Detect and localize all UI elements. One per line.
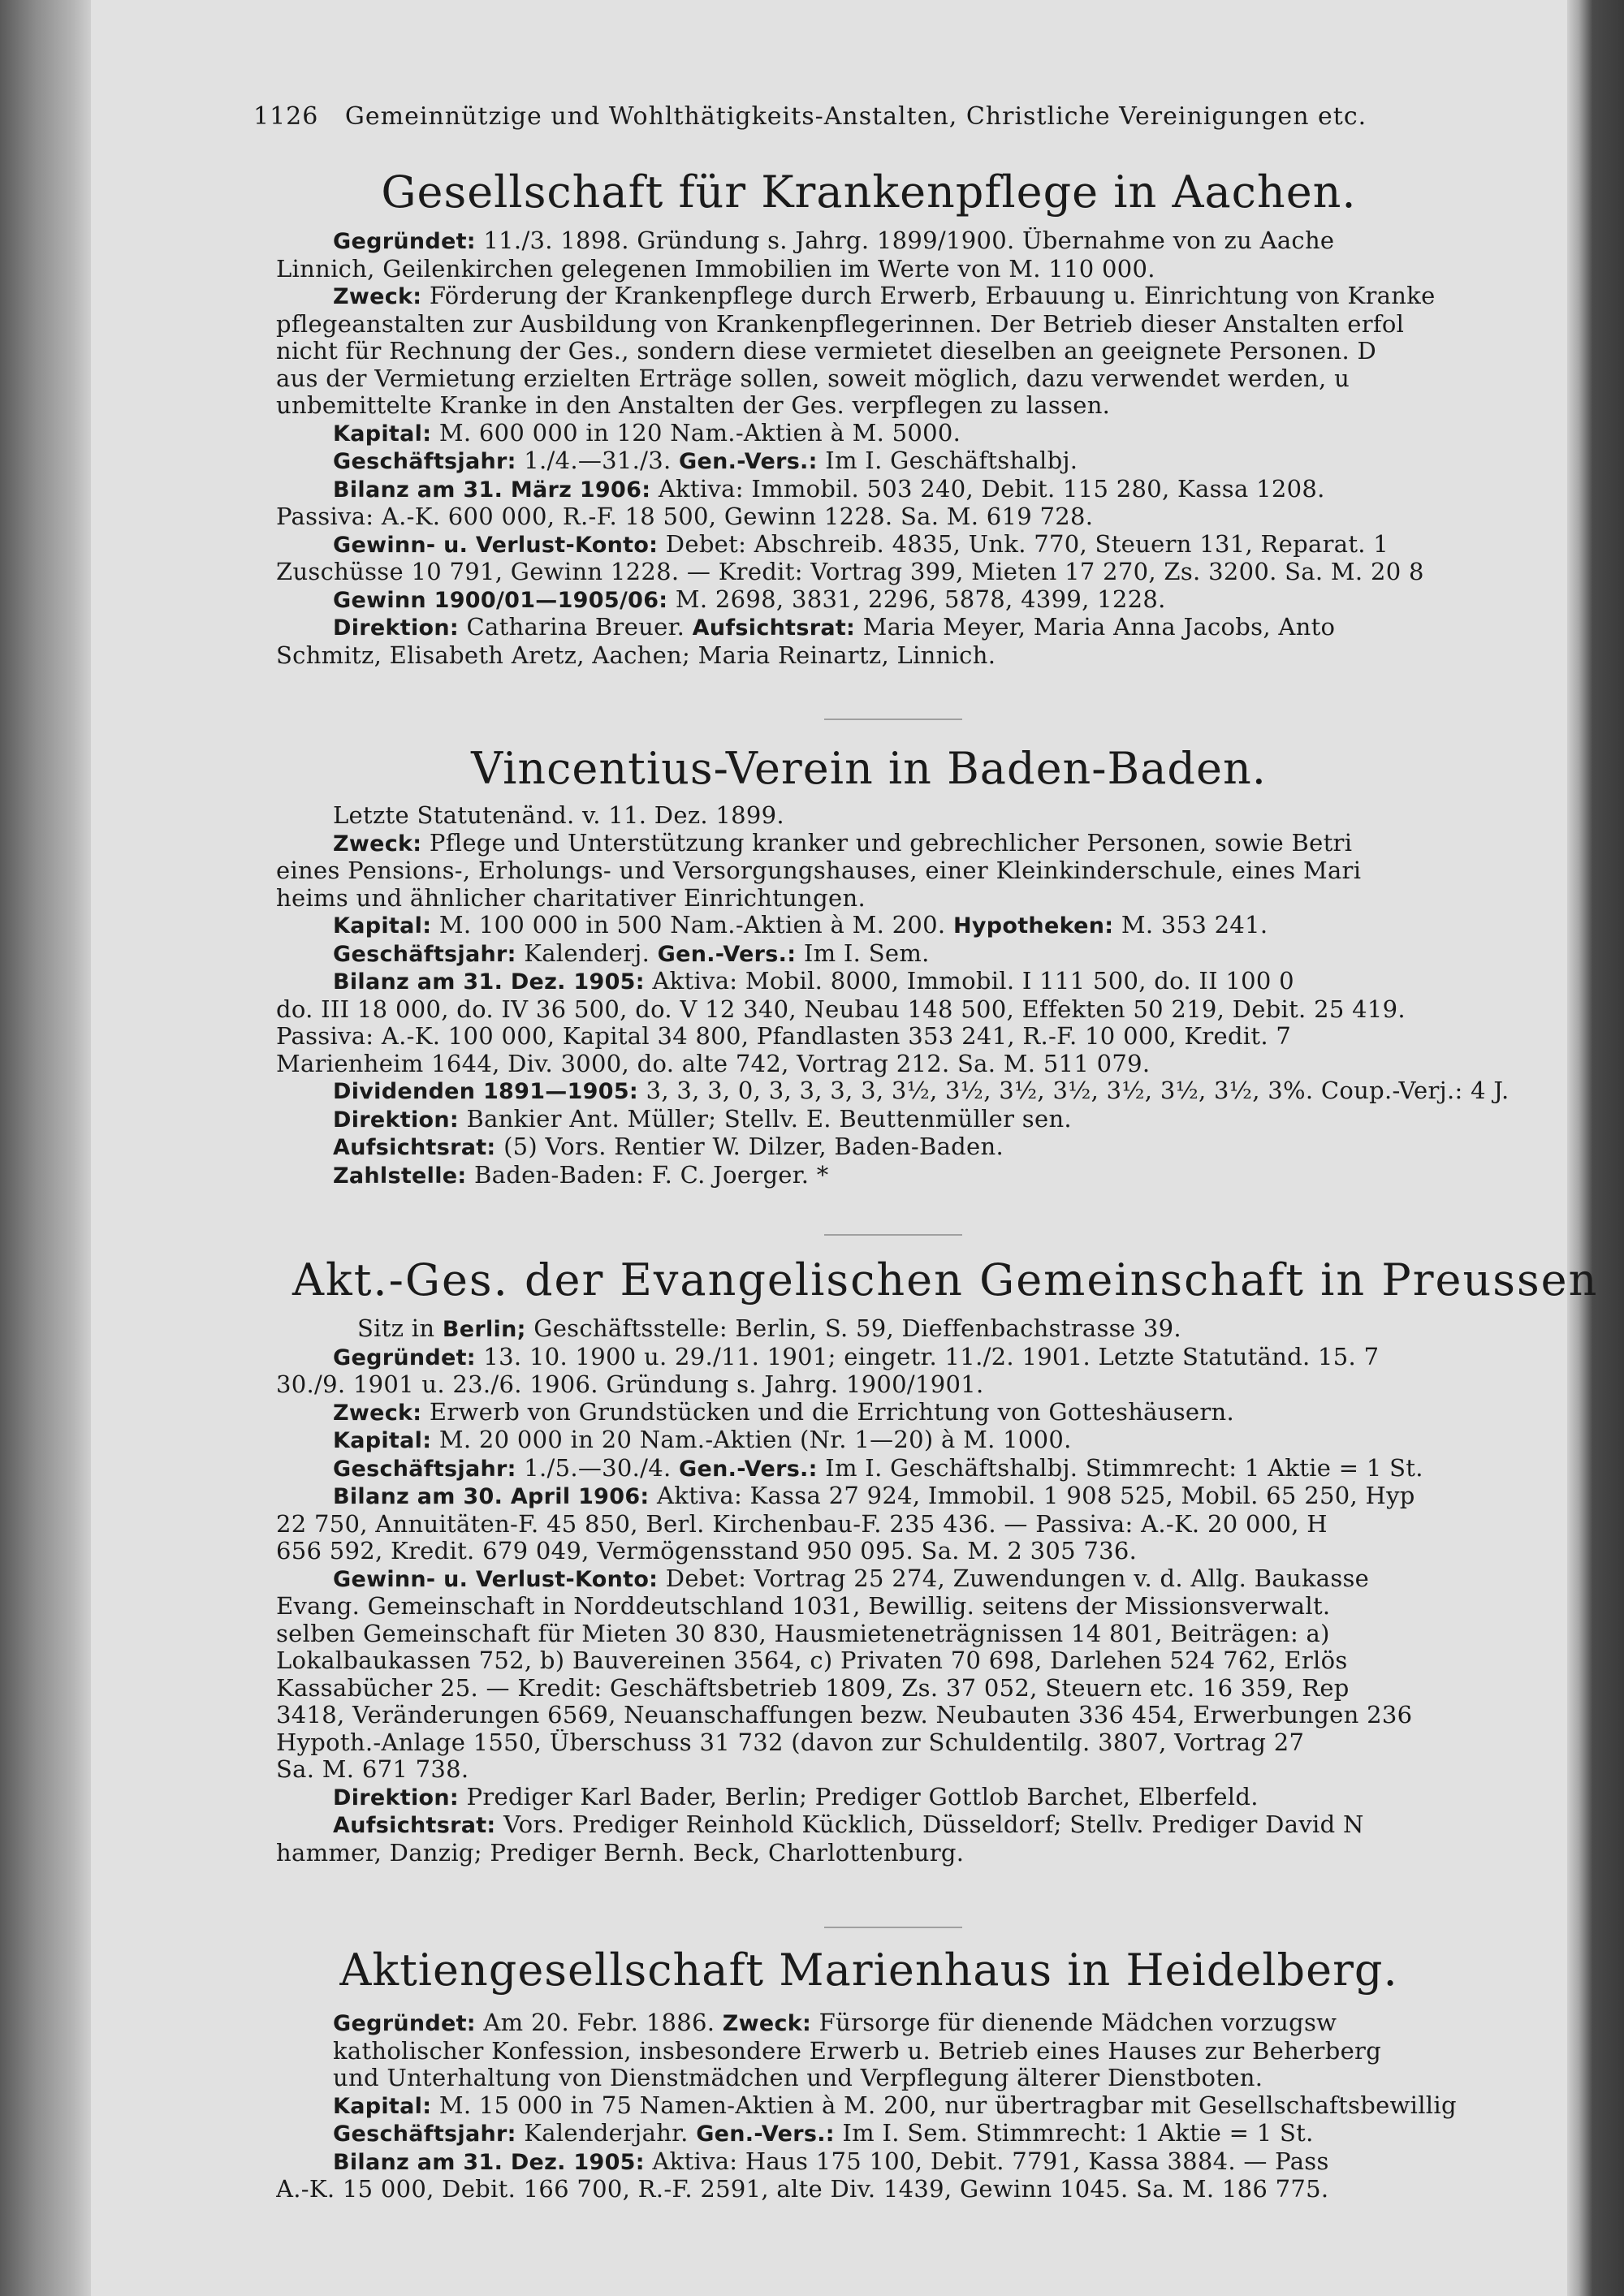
text-line [276, 392, 1527, 420]
field-text: pflegeanstalten zur Ausbildung von Krankenpflegerinnen. Der Betrieb dieser Anstalten erfol [276, 310, 1405, 338]
field-text: 13. 10. 1900 u. 29./11. 1901; eingetr. 11./2. 1901. Letzte Statutänd. 15. 7 [475, 1343, 1380, 1370]
field-text: Linnich, Geilenkirchen gelegenen Immobilien im Werte von M. 110 000. [276, 255, 1155, 283]
field-text: 1./4.—31./3. [516, 447, 680, 474]
field-text: M. 100 000 in 500 Nam.-Aktien à M. 200. [431, 912, 953, 939]
field-label: Zweck: [722, 2011, 812, 2036]
text-line [276, 1162, 1527, 1190]
field-label: Geschäftsjahr: [333, 449, 516, 474]
field-text: 1./5.—30./4. [516, 1454, 680, 1482]
field-label: Gewinn- u. Verlust-Konto: [333, 532, 659, 558]
field-label: Berlin; [442, 1317, 526, 1342]
text-line [276, 996, 1527, 1024]
field-text: Passiva: A.-K. 100 000, Kapital 34 800, Pfandlasten 353 241, R.-F. 10 000, Kredit. 7 [276, 1023, 1292, 1050]
text-line [276, 940, 1527, 969]
text-line [276, 1133, 1527, 1162]
field-text: eines Pensions-, Erholungs- und Versorgungshauses, einer Kleinkinderschule, eines Mari [276, 857, 1362, 884]
text-line [276, 586, 1527, 615]
field-label: Geschäftsjahr: [333, 941, 516, 967]
text-line [276, 802, 1527, 830]
text-line [276, 1840, 1527, 1867]
field-text: und Unterhaltung von Dienstmädchen und Verpflegung älterer Dienstboten. [333, 2065, 1263, 2091]
field-label: Direktion: [333, 615, 459, 641]
field-text: aus der Vermietung erzielten Erträge sollen, soweit möglich, dazu verwendet werden, u [276, 365, 1350, 392]
field-label: Kapital: [333, 2093, 432, 2119]
section-title: Aktiengesellschaft Marienhaus in Heidelberg. [339, 1944, 1398, 1996]
field-label: Geschäftsjahr: [333, 1456, 516, 1482]
text-line [276, 2120, 1527, 2148]
text-line [276, 1511, 1527, 1539]
text-line [276, 365, 1527, 393]
text-line [276, 2009, 1527, 2038]
field-label: Zweck: [333, 831, 422, 857]
field-label: Bilanz am 31. Dez. 1905: [333, 969, 645, 995]
field-text: Aktiva: Kassa 27 924, Immobil. 1 908 525, Mobil. 65 250, Hyp [649, 1482, 1415, 1509]
text-line [276, 968, 1527, 996]
field-text: 3, 3, 3, 0, 3, 3, 3, 3, 3½, 3½, 3½, 3½, 3½, 3½, 3½, 3%. Coup.-Verj.: 4 J. [638, 1077, 1510, 1104]
text-line [276, 1729, 1527, 1757]
field-text: Evang. Gemeinschaft in Norddeutschland 1031, Bewillig. seitens der Missionsverwalt. [276, 1593, 1331, 1620]
scan-shadow-left [0, 0, 91, 2296]
page-number: 1126 [253, 102, 319, 131]
field-text: 22 750, Annuitäten-F. 45 850, Berl. Kirchenbau-F. 235 436. — Passiva: A.-K. 20 000, H [276, 1510, 1328, 1538]
field-text: Maria Meyer, Maria Anna Jacobs, Anto [855, 614, 1336, 641]
field-text: Aktiva: Immobil. 503 240, Debit. 115 280, Kassa 1208. [650, 475, 1325, 503]
field-text: Aktiva: Mobil. 8000, Immobil. I 111 500, do. II 100 0 [644, 968, 1294, 995]
text-line [276, 614, 1527, 642]
field-text: Im I. Geschäftshalbj. Stimmrecht: 1 Aktie = 1 St. [817, 1454, 1423, 1482]
text-line [276, 857, 1527, 885]
field-text: nicht für Rechnung der Ges., sondern diese vermietet dieselben an geeignete Personen. D [276, 338, 1377, 365]
field-label: Gen.-Vers.: [679, 449, 818, 474]
field-text: heims und ähnlicher charitativer Einrichtungen. [276, 884, 866, 912]
text-line [276, 1565, 1527, 1594]
field-text: Passiva: A.-K. 600 000, R.-F. 18 500, Gewinn 1228. Sa. M. 619 728. [276, 503, 1094, 530]
text-line [276, 2148, 1527, 2177]
text-line [276, 912, 1527, 940]
field-text: A.-K. 15 000, Debit. 166 700, R.-F. 2591, alte Div. 1439, Gewinn 1045. Sa. M. 186 775. [276, 2176, 1329, 2203]
field-text: Bankier Ant. Müller; Stellv. E. Beuttenmüller sen. [458, 1105, 1072, 1133]
text-line [276, 256, 1527, 283]
text-line [276, 420, 1527, 448]
field-text: Am 20. Febr. 1886. [475, 2009, 723, 2036]
field-text: Hypoth.-Anlage 1550, Überschuss 31 732 (davon zur Schuldentilg. 3807, Vortrag 27 [276, 1728, 1305, 1756]
field-text: M. 353 241. [1113, 912, 1268, 939]
text-line [276, 1675, 1527, 1703]
field-label: Gen.-Vers.: [696, 2121, 835, 2147]
field-label: Aufsichtsrat: [692, 615, 856, 641]
text-line [276, 1315, 1527, 1344]
section-title: Akt.-Ges. der Evangelischen Gemeinschaft in Preussen [292, 1254, 1599, 1306]
field-text: Marienheim 1644, Div. 3000, do. alte 742, Vortrag 212. Sa. M. 511 079. [276, 1050, 1151, 1077]
text-line [276, 642, 1527, 670]
text-line [276, 1702, 1527, 1729]
field-label: Bilanz am 31. März 1906: [333, 477, 651, 503]
text-line [276, 1077, 1527, 1106]
text-line [276, 1482, 1527, 1511]
field-label: Gegründet: [333, 229, 476, 254]
field-text: Kalenderj. [516, 939, 658, 967]
field-text: Catharina Breuer. [458, 614, 693, 641]
field-text: Im I. Sem. [796, 939, 930, 967]
field-text: Erwerb von Grundstücken und die Errichtung von Gotteshäusern. [421, 1398, 1235, 1426]
section-body [276, 1315, 1527, 1867]
field-text: 656 592, Kredit. 679 049, Vermögensstand 950 095. Sa. M. 2 305 736. [276, 1538, 1138, 1564]
text-line [276, 1538, 1527, 1565]
field-text: 3418, Veränderungen 6569, Neuanschaffungen bezw. Neubauten 336 454, Erwerbungen 236 [276, 1702, 1413, 1728]
field-label: Aufsichtsrat: [333, 1813, 496, 1838]
text-line [276, 227, 1527, 256]
field-label: Kapital: [333, 421, 432, 447]
field-label: Aufsichtsrat: [333, 1135, 496, 1160]
text-line [276, 1784, 1527, 1812]
field-text: Baden-Baden: F. C. Joerger. * [466, 1161, 829, 1189]
field-text: M. 15 000 in 75 Namen-Aktien à M. 200, nur übertragbar mit Gesellschaftsbewillig [431, 2091, 1457, 2119]
field-label: Bilanz am 30. April 1906: [333, 1484, 650, 1509]
text-line [276, 476, 1527, 504]
field-label: Gen.-Vers.: [657, 941, 797, 967]
text-line [276, 2038, 1527, 2065]
field-text: 30./9. 1901 u. 23./6. 1906. Gründung s. Jahrg. 1900/1901. [276, 1371, 984, 1398]
text-line [276, 1106, 1527, 1134]
field-text: hammer, Danzig; Prediger Bernh. Beck, Charlottenburg. [276, 1839, 965, 1867]
text-line [276, 1051, 1527, 1078]
field-text: M. 20 000 in 20 Nam.-Aktien (Nr. 1—20) à M. 1000. [431, 1426, 1072, 1453]
field-label: Bilanz am 31. Dez. 1905: [333, 2149, 645, 2175]
field-text: M. 2698, 3831, 2296, 5878, 4399, 1228. [667, 585, 1166, 613]
field-label: Kapital: [333, 913, 432, 939]
field-label: Zweck: [333, 1400, 422, 1426]
field-text: 11./3. 1898. Gründung s. Jahrg. 1899/1900. Übernahme von zu Aache [475, 227, 1335, 254]
field-label: Direktion: [333, 1107, 459, 1133]
field-text: Letzte Statutenänd. v. 11. Dez. 1899. [333, 802, 784, 829]
text-line [276, 2176, 1527, 2203]
field-text: Im I. Sem. Stimmrecht: 1 Aktie = 1 St. [834, 2120, 1314, 2147]
section-divider [824, 1234, 962, 1236]
field-text: Aktiva: Haus 175 100, Debit. 7791, Kassa 3884. — Pass [644, 2147, 1329, 2175]
running-header [253, 102, 1569, 131]
field-text: Pflege und Unterstützung kranker und gebrechlicher Personen, sowie Betri [421, 829, 1353, 857]
field-text: Kalenderjahr. [516, 2120, 697, 2147]
text-line [276, 559, 1527, 586]
field-text: Debet: Abschreib. 4835, Unk. 770, Steuern 131, Reparat. 1 [658, 530, 1389, 558]
field-text: do. III 18 000, do. IV 36 500, do. V 12 340, Neubau 148 500, Effekten 50 219, Debit. 25 419. [276, 995, 1406, 1023]
text-line [276, 1621, 1527, 1648]
field-text: Schmitz, Elisabeth Aretz, Aachen; Maria Reinartz, Linnich. [276, 641, 996, 669]
field-text: katholischer Konfession, insbesondere Erwerb u. Betrieb eines Hauses zur Beherberg [333, 2037, 1382, 2065]
text-line [276, 1371, 1527, 1399]
text-line [276, 1023, 1527, 1051]
field-text: selben Gemeinschaft für Mieten 30 830, Hausmieteneträgnissen 14 801, Beiträgen: a) [276, 1620, 1330, 1647]
text-line [276, 1455, 1527, 1483]
field-label: Gegründet: [333, 1344, 476, 1370]
field-label: Hypotheken: [952, 913, 1114, 939]
field-text: unbemittelte Kranke in den Anstalten der Ges. verpflegen zu lassen. [276, 392, 1111, 419]
section-divider [824, 1927, 962, 1928]
text-line [276, 311, 1527, 339]
field-label: Gewinn- u. Verlust-Konto: [333, 1566, 659, 1592]
field-label: Geschäftsjahr: [333, 2121, 516, 2147]
field-label: Dividenden 1891—1905: [333, 1079, 639, 1104]
field-text: M. 600 000 in 120 Nam.-Aktien à M. 5000. [431, 419, 961, 447]
text-line [276, 2065, 1527, 2092]
text-line [276, 531, 1527, 559]
text-line [276, 338, 1527, 365]
text-line [276, 1399, 1527, 1427]
field-text: Sa. M. 671 738. [276, 1756, 469, 1783]
field-text: Fürsorge für dienende Mädchen vorzugsw [811, 2009, 1337, 2036]
running-title: Gemeinnützige und Wohlthätigkeits-Anstalten, Christliche Vereinigungen etc. [344, 102, 1367, 131]
field-label: Kapital: [333, 1428, 432, 1453]
field-label: Gewinn 1900/01—1905/06: [333, 587, 668, 613]
text-line [276, 830, 1527, 858]
text-line [276, 1756, 1527, 1784]
field-text: Im I. Geschäftshalbj. [817, 447, 1078, 474]
text-line [276, 1647, 1527, 1675]
text-line [276, 447, 1527, 476]
section-title: Gesellschaft für Krankenpflege in Aachen. [381, 166, 1357, 218]
field-text: Sitz in [357, 1315, 443, 1342]
field-text: Zuschüsse 10 791, Gewinn 1228. — Kredit: Vortrag 399, Mieten 17 270, Zs. 3200. Sa. M. 20 8 [276, 559, 1424, 585]
section-title: Vincentius-Verein in Baden-Baden. [471, 743, 1267, 794]
field-text: Vors. Prediger Reinhold Kücklich, Düsseldorf; Stellv. Prediger David N [495, 1811, 1364, 1838]
field-text: Geschäftsstelle: Berlin, S. 59, Dieffenbachstrasse 39. [525, 1315, 1181, 1342]
text-line [276, 1811, 1527, 1840]
text-line [276, 283, 1527, 311]
field-text: Kassabücher 25. — Kredit: Geschäftsbetrieb 1809, Zs. 37 052, Steuern etc. 16 359, Rep [276, 1674, 1350, 1702]
section-body [276, 802, 1527, 1189]
text-line [276, 1344, 1527, 1372]
text-line [276, 1593, 1527, 1621]
field-text: Prediger Karl Bader, Berlin; Prediger Gottlob Barchet, Elberfeld. [458, 1783, 1259, 1810]
field-label: Gegründet: [333, 2011, 476, 2036]
section-body [276, 227, 1527, 669]
field-text: (5) Vors. Rentier W. Dilzer, Baden-Baden. [495, 1133, 1004, 1160]
field-text: Förderung der Krankenpflege durch Erwerb, Erbauung u. Einrichtung von Kranke [421, 283, 1436, 309]
scan-shadow-right [1567, 0, 1624, 2296]
text-line [276, 2092, 1527, 2121]
field-label: Zweck: [333, 284, 422, 309]
text-line [276, 1426, 1527, 1455]
field-label: Direktion: [333, 1785, 459, 1810]
section-divider [824, 719, 962, 720]
section-body [276, 2009, 1527, 2203]
text-line [276, 885, 1527, 913]
field-label: Zahlstelle: [333, 1163, 467, 1189]
field-label: Gen.-Vers.: [679, 1456, 818, 1482]
text-line [276, 503, 1527, 531]
field-text: Lokalbaukassen 752, b) Bauvereinen 3564, c) Privaten 70 698, Darlehen 524 762, Erlös [276, 1647, 1348, 1674]
field-text: Debet: Vortrag 25 274, Zuwendungen v. d. Allg. Baukasse [658, 1564, 1370, 1592]
